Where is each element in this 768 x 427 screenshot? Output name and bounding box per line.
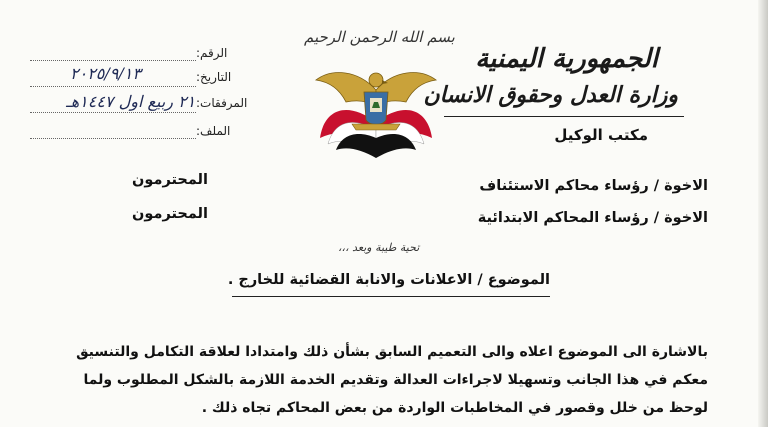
number-field-line: [30, 60, 196, 61]
date-field-line: [30, 86, 196, 87]
scan-edge-shadow: [758, 0, 768, 427]
body-paragraph-line: معكم في هذا الجانب وتسهيلا لاجراءات العدالة وتقديم الخدمة اللازمة بالشكل المطلوب ولما: [83, 372, 708, 388]
number-field-label: الرقم:: [196, 46, 228, 60]
file-field-label: الملف:: [196, 124, 231, 138]
greeting: تحية طيبة وبعد ،،،: [338, 241, 420, 254]
body-paragraph-line: بالاشارة الى الموضوع اعلاه والى التعميم السابق بشأن ذلك وامتدادا لعلاقة التكامل والتنسيق: [76, 344, 708, 360]
date-field-label: التاريخ:: [196, 70, 232, 84]
subject-line: الموضوع / الاعلانات والانابة القضائية للخارج .: [227, 272, 550, 288]
header-divider: [444, 116, 684, 117]
addressee-primary-courts: الاخوة / رؤساء المحاكم الابتدائية: [477, 210, 708, 226]
addressee-honorific: المحترمون: [132, 172, 208, 188]
basmala: بسم الله الرحمن الرحيم: [304, 28, 455, 46]
republic-heading: الجمهورية اليمنية: [475, 44, 658, 74]
yemen-eagle-emblem-icon: [306, 60, 446, 160]
subject-underline: [232, 296, 550, 297]
body-paragraph-line: لوحظ من خلل وقصور في المخاطبات الواردة من بعض المحاكم تجاه ذلك .: [201, 400, 708, 416]
addressee-honorific: المحترمون: [132, 206, 208, 222]
ministry-heading: وزارة العدل وحقوق الانسان: [423, 82, 678, 108]
date-field-value: ٢٠٢٥/٩/١٣: [70, 64, 141, 83]
addressee-appeal-courts: الاخوة / رؤساء محاكم الاستئناف: [479, 178, 708, 194]
attachments-field-value: ٢١ ربيع اول ١٤٤٧هـ: [66, 92, 196, 111]
attachments-field-label: المرفقات:: [196, 96, 248, 110]
attachments-field-line: [30, 112, 196, 113]
file-field-line: [30, 138, 196, 139]
office-label: مكتب الوكيل: [554, 126, 648, 144]
